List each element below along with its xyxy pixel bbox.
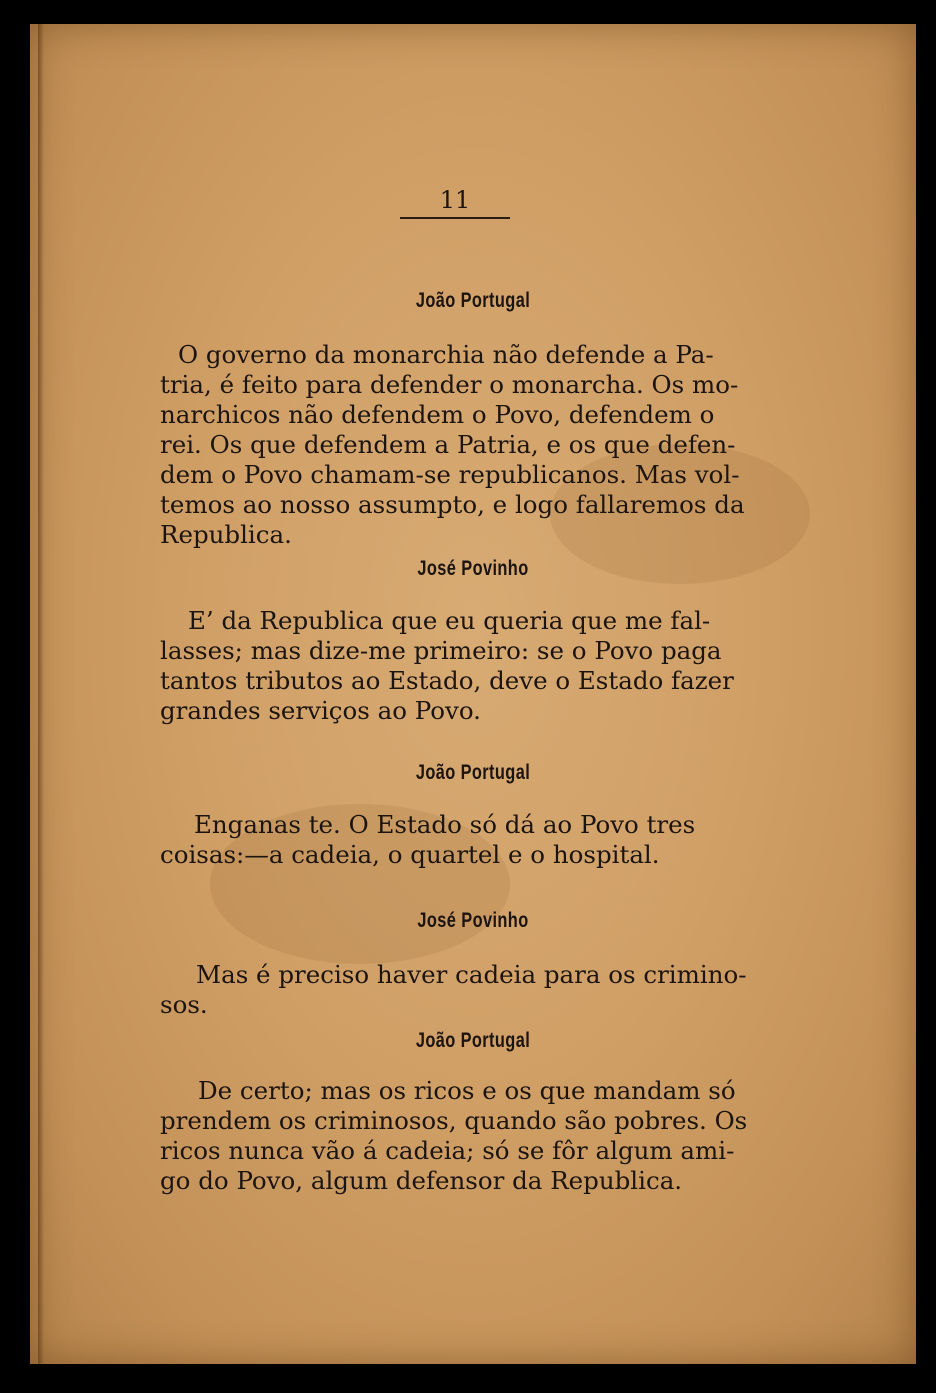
text-line: O governo da monarchia não defende a Pa- <box>178 340 714 369</box>
speaker-heading: José Povinho <box>417 557 529 580</box>
text-line: dem o Povo chamam-se republicanos. Mas vol- <box>160 460 740 489</box>
text-line: Mas é preciso haver cadeia para os crimino- <box>196 960 747 989</box>
text-line: Enganas te. O Estado só dá ao Povo tres <box>194 810 696 839</box>
text-line: E’ da Republica que eu queria que me fal- <box>188 606 711 635</box>
speaker-heading: José Povinho <box>417 909 529 932</box>
dialogue-paragraph <box>160 606 772 726</box>
dialogue-paragraph <box>160 340 772 550</box>
page-number: 11 <box>439 186 471 214</box>
text-line: go do Povo, algum defensor da Republica. <box>160 1166 683 1195</box>
text-line: tria, é feito para defender o monarcha. Os mo- <box>160 370 739 399</box>
text-line: Republica. <box>160 520 292 549</box>
text-line: coisas:—a cadeia, o quartel e o hospital. <box>160 840 660 869</box>
dialogue-paragraph <box>160 1076 772 1196</box>
text-line: temos ao nosso assumpto, e logo fallaremos da <box>160 490 745 519</box>
text-line: tantos tributos ao Estado, deve o Estado fazer <box>160 666 734 695</box>
dialogue-paragraph <box>160 960 772 1020</box>
speaker-heading: João Portugal <box>415 761 531 784</box>
text-line: prendem os criminosos, quando são pobres. Os <box>160 1106 748 1135</box>
page-fold-shadow <box>38 24 44 1364</box>
text-line: De certo; mas os ricos e os que mandam só <box>198 1076 736 1105</box>
page-number-rule <box>400 217 510 219</box>
text-line: grandes serviços ao Povo. <box>160 696 481 725</box>
book-page <box>30 24 916 1364</box>
text-line: narchicos não defendem o Povo, defendem o <box>160 400 715 429</box>
text-line: sos. <box>160 990 208 1019</box>
dialogue-paragraph <box>160 810 772 870</box>
speaker-heading: João Portugal <box>415 289 531 312</box>
text-line: ricos nunca vão á cadeia; só se fôr algum ami- <box>160 1136 735 1165</box>
text-line: lasses; mas dize-me primeiro: se o Povo paga <box>160 636 722 665</box>
text-line: rei. Os que defendem a Patria, e os que defen- <box>160 430 736 459</box>
speaker-heading: João Portugal <box>415 1029 531 1052</box>
